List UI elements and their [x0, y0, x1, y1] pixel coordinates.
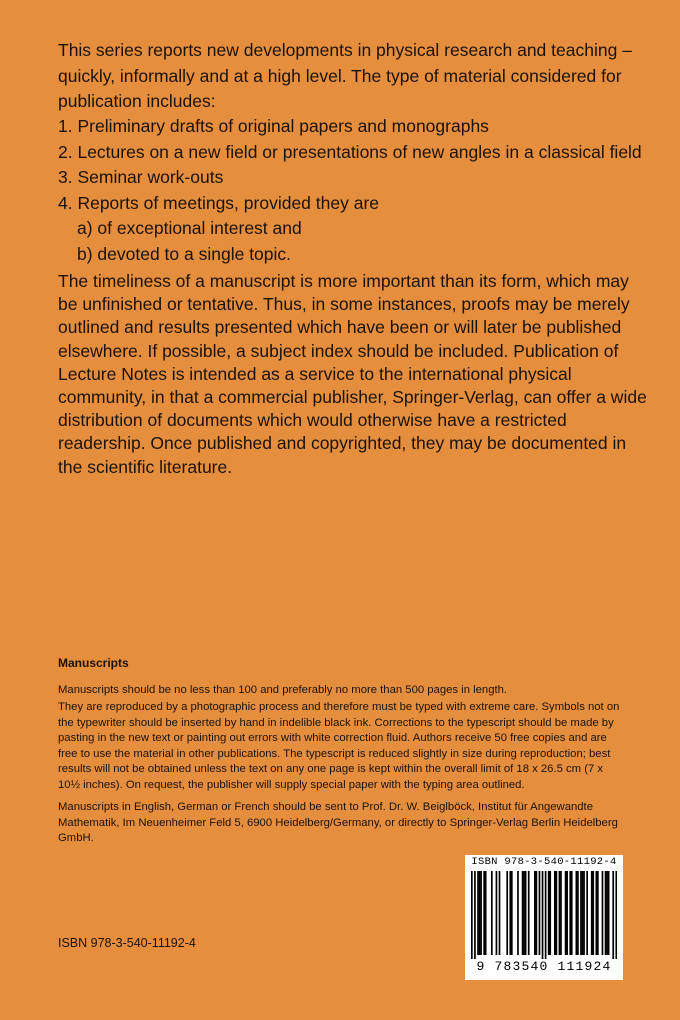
barcode-bar	[485, 871, 487, 955]
sub-list-item: a) of exceptional interest and	[77, 218, 302, 238]
isbn-text: ISBN 978-3-540-11192-4	[58, 936, 196, 950]
barcode-bar	[506, 871, 508, 955]
barcode-isbn: ISBN 978-3-540-11192-4	[471, 856, 617, 868]
barcode-bar	[559, 871, 561, 955]
barcode-bar	[548, 871, 550, 955]
barcode-bar	[565, 871, 567, 955]
barcode-bar	[597, 871, 599, 955]
barcode-bar	[528, 871, 530, 955]
manuscripts-heading: Manuscripts	[58, 656, 129, 670]
barcode-bar	[471, 871, 473, 959]
list-item: 1. Preliminary drafts of original papers and monographs	[58, 116, 489, 136]
barcode-bar	[483, 871, 485, 955]
list-item: 2. Lectures on a new field or presentations of new angles in a classical field	[58, 141, 642, 162]
barcode-bar	[566, 871, 568, 955]
barcode-bar	[474, 871, 476, 959]
barcode-bar	[583, 871, 585, 955]
barcode-digits: 9 783540 111924	[476, 959, 612, 974]
barcode-bar	[511, 871, 513, 955]
barcode-bar	[536, 871, 538, 955]
barcode-bar	[496, 871, 498, 955]
barcode-bar	[571, 871, 573, 955]
barcode-bar	[542, 871, 544, 959]
barcode-bar	[576, 871, 578, 955]
barcode-bar	[569, 871, 571, 955]
barcode-bar	[549, 871, 551, 955]
barcode-bar	[612, 871, 614, 959]
sub-list-item: b) devoted to a single topic.	[77, 243, 292, 264]
intro-paragraph: This series reports new developments in physical research and teaching – quickly, informally and at a high level. The type of material considered for publication includes:	[58, 40, 632, 111]
list-item: 4. Reports of meetings, provided they are	[58, 192, 380, 213]
barcode-bar	[605, 871, 607, 955]
barcode-bar	[517, 871, 519, 955]
barcode-bar	[595, 871, 597, 955]
barcode-bar	[592, 871, 594, 955]
barcode-bar	[479, 871, 481, 955]
barcode-bar	[477, 871, 479, 955]
barcode-bar	[523, 871, 525, 955]
barcode-bar	[525, 871, 527, 955]
barcode-bar	[545, 871, 547, 959]
barcode-bar	[577, 871, 579, 955]
barcode-bar	[580, 871, 582, 955]
barcode-bar	[522, 871, 524, 955]
body-paragraph: The timeliness of a manuscript is more important than its form, which may be unfinished or tentative. Thus, in some instances, proofs may be merely outlined and results presented which have been or will later be published elsewhere. If possible, a subject index should be included. Publication of Lecture Notes is intended as a service to the international physical community, in that a commercial publisher, Springer-Verlag, can offer a wide distribution of documents which would otherwise have a restricted readership. Once published and copyrighted, they may be documented in the scientific literature.	[58, 271, 647, 477]
barcode-bar	[554, 871, 556, 955]
barcode-bar	[556, 871, 558, 955]
material-list	[58, 114, 658, 267]
list-item: 3. Seminar work-outs	[58, 167, 224, 187]
barcode-bar	[480, 871, 482, 955]
manuscripts-typing-note: They are reproduced by a photographic process and therefore must be typed with extreme care. Symbols not on the typewriter should be inserted by hand in indelible black ink. Corrections to the typescript should be made by pasting in the new text or painting out errors with white correction fluid. Authors receive 50 free copies and are free to use the material in other publications. The typescript is reduced slightly in size during reproduction; best results will not be obtained unless the text on any one page is kept within the overall limit of 18 x 26.5 cm (7 x 10½ inches). On request, the publisher will supply special paper with the typing area outlined.	[58, 701, 620, 791]
barcode-bar	[586, 871, 588, 955]
barcode-bar	[539, 871, 541, 955]
barcode-label	[465, 855, 623, 980]
barcode-bar	[534, 871, 536, 955]
barcode-bar	[582, 871, 584, 955]
barcode-bar	[509, 871, 511, 955]
barcode-bar	[499, 871, 501, 955]
barcode-bar	[602, 871, 604, 955]
barcode-bar	[608, 871, 610, 955]
barcode-bar	[606, 871, 608, 955]
manuscripts-address-note: Manuscripts in English, German or French should be sent to Prof. Dr. W. Beiglböck, Institut für Angewandte Mathematik, Im Neuenheimer Feld 5, 6900 Heidelberg/Germany, or directly to Springer-Verlag Berlin Heidelberg GmbH.	[58, 801, 618, 845]
barcode-bar	[615, 871, 617, 959]
barcode-bar	[560, 871, 562, 955]
barcode-bar	[591, 871, 593, 955]
barcode-icon	[471, 871, 617, 959]
manuscripts-length-note: Manuscripts should be no less than 100 and preferably no more than 500 pages in length.	[58, 684, 508, 696]
barcode-bar	[491, 871, 493, 955]
